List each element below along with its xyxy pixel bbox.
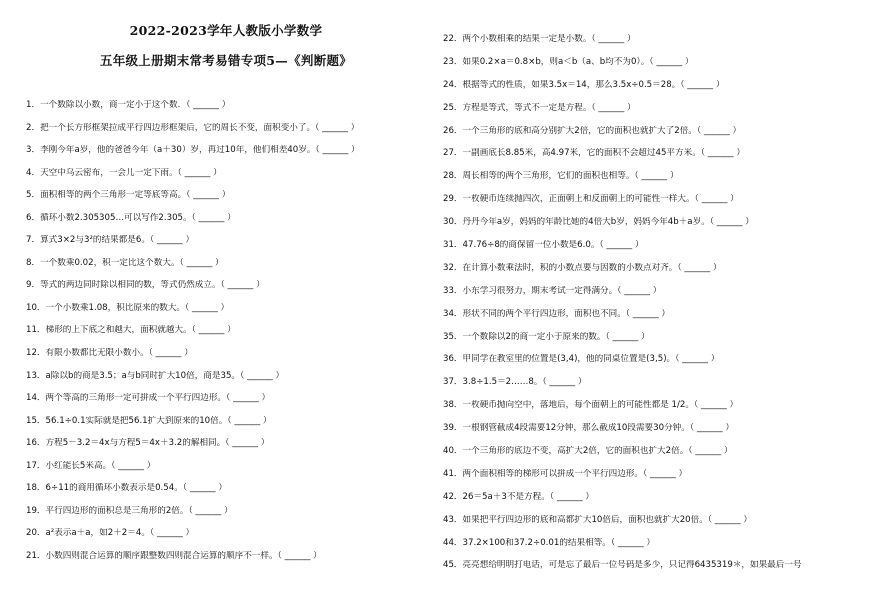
question-text: 把一个长方形框架拉成平行四边形框架后，它的周长不变，面积变小了。（ ______ ） xyxy=(40,122,360,133)
question-item xyxy=(443,126,863,149)
question-text: 平行四边形的面积总是三角形的2倍。（ ______ ） xyxy=(45,505,233,516)
question-number: 32． xyxy=(443,262,463,273)
question-item xyxy=(443,515,863,538)
question-number: 16． xyxy=(26,438,46,449)
question-text: 56.1÷0.1实际就是把56.1扩大到原来的10倍。（ ______ ） xyxy=(45,415,272,426)
question-text: 一枚硬币抛向空中，落地后，每个面朝上的可能性都是 1/2。（ ______ ） xyxy=(462,400,739,411)
question-number: 17． xyxy=(26,460,46,471)
question-item xyxy=(26,348,426,371)
question-item xyxy=(26,303,426,326)
question-item xyxy=(26,393,426,416)
question-number: 31． xyxy=(443,240,463,251)
question-number: 41． xyxy=(443,468,463,479)
question-text: 47.76÷8的商保留一位小数是6.0。（ ______ ） xyxy=(462,240,644,251)
question-text: 方程是等式，等式不一定是方程。（ ______ ） xyxy=(462,102,636,113)
question-text: 有限小数都比无限小数小。（ ______ ） xyxy=(45,348,193,359)
question-item xyxy=(443,446,863,469)
question-number: 14． xyxy=(26,393,46,404)
question-text: 循环小数2.305305…可以写作2.305。（ ______ ） xyxy=(40,212,236,223)
left-question-list xyxy=(26,100,426,573)
question-text: 根据等式的性质，如果3.5x＝14，那么3.5x÷0.5＝28。（ ______ ） xyxy=(462,79,725,90)
question-item xyxy=(443,80,863,103)
question-number: 18． xyxy=(26,483,46,494)
question-text: 一个三角形的底边不变，高扩大2倍，它的面积也扩大2倍。（ ______ ） xyxy=(462,446,733,457)
question-number: 2． xyxy=(26,122,41,133)
question-text: 如果0.2×a＝0.8×b，则a＜b（a、b均不为0）。（ ______ ） xyxy=(462,56,694,67)
question-text: 一个小数乘1.08，积比原来的数大。（ ______ ） xyxy=(45,302,230,313)
right-question-list xyxy=(443,34,863,583)
question-item xyxy=(26,280,426,303)
question-item xyxy=(443,332,863,355)
question-number: 22． xyxy=(443,34,463,44)
question-text: 面积相等的两个三角形一定等底等高。（ ______ ） xyxy=(40,190,231,201)
question-number: 39． xyxy=(443,423,463,434)
question-text: 方程5－3.2＝4x与方程5＝4x＋3.2的解相同。（ ______ ） xyxy=(45,438,270,449)
question-number: 13． xyxy=(26,370,46,381)
question-item xyxy=(26,190,426,213)
question-number: 29． xyxy=(443,194,463,205)
question-number: 26． xyxy=(443,125,463,136)
title-block xyxy=(26,0,426,94)
question-text: 两个小数相乘的结果一定是小数。（ ______ ） xyxy=(462,34,636,44)
question-number: 10． xyxy=(26,302,46,313)
question-text: 算式3×2与3²的结果都是6。（ ______ ） xyxy=(40,235,195,246)
question-text: 6÷11的商用循环小数表示是0.54。（ ______ ） xyxy=(45,483,227,494)
question-text: 一个数除以2的商一定小于原来的数。（ ______ ） xyxy=(462,331,650,342)
question-number: 44． xyxy=(443,537,463,548)
question-number: 11． xyxy=(26,325,46,336)
question-item xyxy=(26,551,426,574)
question-item xyxy=(26,416,426,439)
question-item xyxy=(443,263,863,286)
question-text: 甲同学在教室里的位置是(3,4)，他的同桌位置是(3,5)。（ ______ ） xyxy=(462,354,720,365)
question-text: 梯形的上下底之和越大，面积就越大。（ ______ ） xyxy=(45,325,236,336)
question-item xyxy=(26,235,426,258)
question-text: 37.2×100和37.2÷0.01的结果相等。（ ______ ） xyxy=(462,537,656,548)
question-number: 20． xyxy=(26,528,46,539)
question-text: 如果把平行四边形的底和高都扩大10倍后，面积也就扩大20倍。（ ______ ） xyxy=(462,514,752,525)
question-text: 一枚硬币连续抛四次，正面朝上和反面朝上的可能性一样大。（ ______ ） xyxy=(462,194,739,205)
question-text: 在计算小数乘法时，积的小数点要与因数的小数点对齐。（ ______ ） xyxy=(462,262,722,273)
question-item xyxy=(443,423,863,446)
question-text: 一个三角形的底和高分别扩大2倍，它的面积也就扩大了2倍。（ ______ ） xyxy=(462,125,742,136)
question-number: 33． xyxy=(443,285,463,296)
question-text: 形状不同的两个平行四边形，面积也不同。（ ______ ） xyxy=(462,308,670,319)
question-number: 19． xyxy=(26,505,46,516)
question-text: 等式的两边同时除以相同的数，等式仍然成立。（ ______ ） xyxy=(40,280,265,291)
question-number: 27． xyxy=(443,148,463,159)
question-item xyxy=(443,171,863,194)
question-text: 周长相等的两个三角形，它们的面积也相等。（ ______ ） xyxy=(462,171,679,182)
question-text: 小红能长5米高。（ ______ ） xyxy=(45,460,156,471)
question-text: a除以b的商是3.5；a与b同时扩大10倍，商是35。（ ______ ） xyxy=(45,370,285,381)
question-number: 34． xyxy=(443,308,463,319)
question-item xyxy=(443,217,863,240)
question-item xyxy=(26,371,426,394)
question-number: 43． xyxy=(443,514,463,525)
question-text: 一副画底长8.85米，高4.97米，它的面积不会超过45平方米。（ ______ ） xyxy=(462,148,745,159)
question-number: 24． xyxy=(443,79,463,90)
question-text: 一个数除以小数，商一定小于这个数．（ ______ ） xyxy=(40,100,231,110)
question-number: 6． xyxy=(26,212,41,223)
question-number: 9． xyxy=(26,280,41,291)
page-title: 2022-2023学年人教版小学数学 xyxy=(129,23,323,38)
question-item xyxy=(26,325,426,348)
question-number: 8． xyxy=(26,257,41,268)
question-item xyxy=(26,213,426,236)
question-item xyxy=(26,145,426,168)
question-text: 亮亮想给明明打电话，可是忘了最后一位号码是多少，只记得6435319＊，如果最后一号 xyxy=(462,560,802,571)
question-item xyxy=(443,286,863,309)
question-text: 一根钢管截成4段需要12分钟，那么截成10段需要30分钟。（ ______ ） xyxy=(462,423,735,434)
question-number: 21． xyxy=(26,550,46,561)
question-item xyxy=(443,538,863,561)
question-item xyxy=(443,377,863,400)
question-text: 小东学习很努力，期末考试一定得满分。（ ______ ） xyxy=(462,285,662,296)
question-text: 丹丹今年a岁，妈妈的年龄比她的4倍大b岁，妈妈今年4b＋a岁。（ ______ ） xyxy=(462,217,754,228)
question-item xyxy=(26,123,426,146)
question-number: 28． xyxy=(443,171,463,182)
question-number: 30． xyxy=(443,217,463,228)
question-item xyxy=(443,354,863,377)
question-item xyxy=(443,240,863,263)
question-item xyxy=(26,258,426,281)
question-text: 两个等高的三角形一定可拼成一个平行四边形。（ ______ ） xyxy=(45,393,271,404)
question-text: 两个面积相等的梯形可以拼成一个平行四边形。（ ______ ） xyxy=(462,468,688,479)
question-item xyxy=(443,148,863,171)
question-text: 天空中乌云密布，一会儿一定下雨。（ ______ ） xyxy=(40,167,222,178)
question-number: 1． xyxy=(26,100,41,110)
question-number: 7． xyxy=(26,235,41,246)
question-item xyxy=(26,506,426,529)
question-number: 12． xyxy=(26,348,46,359)
question-item xyxy=(26,528,426,551)
question-item xyxy=(443,103,863,126)
question-item xyxy=(26,483,426,506)
question-text: 一个数乘0.02，积一定比这个数大。（ ______ ） xyxy=(40,257,224,268)
question-text: 26＝5a＋3不是方程。（ ______ ） xyxy=(462,491,594,502)
question-item xyxy=(443,469,863,492)
question-text: a²表示a＋a，如2＋2＝4。（ ______ ） xyxy=(45,528,195,539)
question-item xyxy=(26,438,426,461)
question-item xyxy=(443,194,863,217)
question-item xyxy=(26,461,426,484)
question-number: 38． xyxy=(443,400,463,411)
question-number: 35． xyxy=(443,331,463,342)
question-text: 3.8÷1.5＝2……8。（ ______ ） xyxy=(462,377,587,388)
question-number: 25． xyxy=(443,102,463,113)
question-text: 李刚今年a岁，他的爸爸今年（a＋30）岁，再过10年，他们相差40岁。（ ______ ） xyxy=(40,145,360,156)
question-item xyxy=(443,492,863,515)
question-number: 40． xyxy=(443,446,463,457)
question-number: 23． xyxy=(443,56,463,67)
question-number: 15． xyxy=(26,415,46,426)
page-subtitle: 五年级上册期末常考易错专项5—《判断题》 xyxy=(99,53,353,68)
question-item xyxy=(443,560,863,583)
question-number: 37． xyxy=(443,377,463,388)
question-item xyxy=(443,34,863,57)
question-text: 小数四则混合运算的顺序跟整数四则混合运算的顺序不一样。（ ______ ） xyxy=(45,550,322,561)
question-number: 4． xyxy=(26,167,41,178)
question-number: 3． xyxy=(26,145,41,156)
question-item xyxy=(443,309,863,332)
question-item xyxy=(443,57,863,80)
question-item xyxy=(443,400,863,423)
question-number: 36． xyxy=(443,354,463,365)
question-item xyxy=(26,100,426,123)
question-number: 45． xyxy=(443,560,463,571)
left-column xyxy=(26,0,426,561)
question-item xyxy=(26,168,426,191)
question-number: 5． xyxy=(26,190,41,201)
question-number: 42． xyxy=(443,491,463,502)
